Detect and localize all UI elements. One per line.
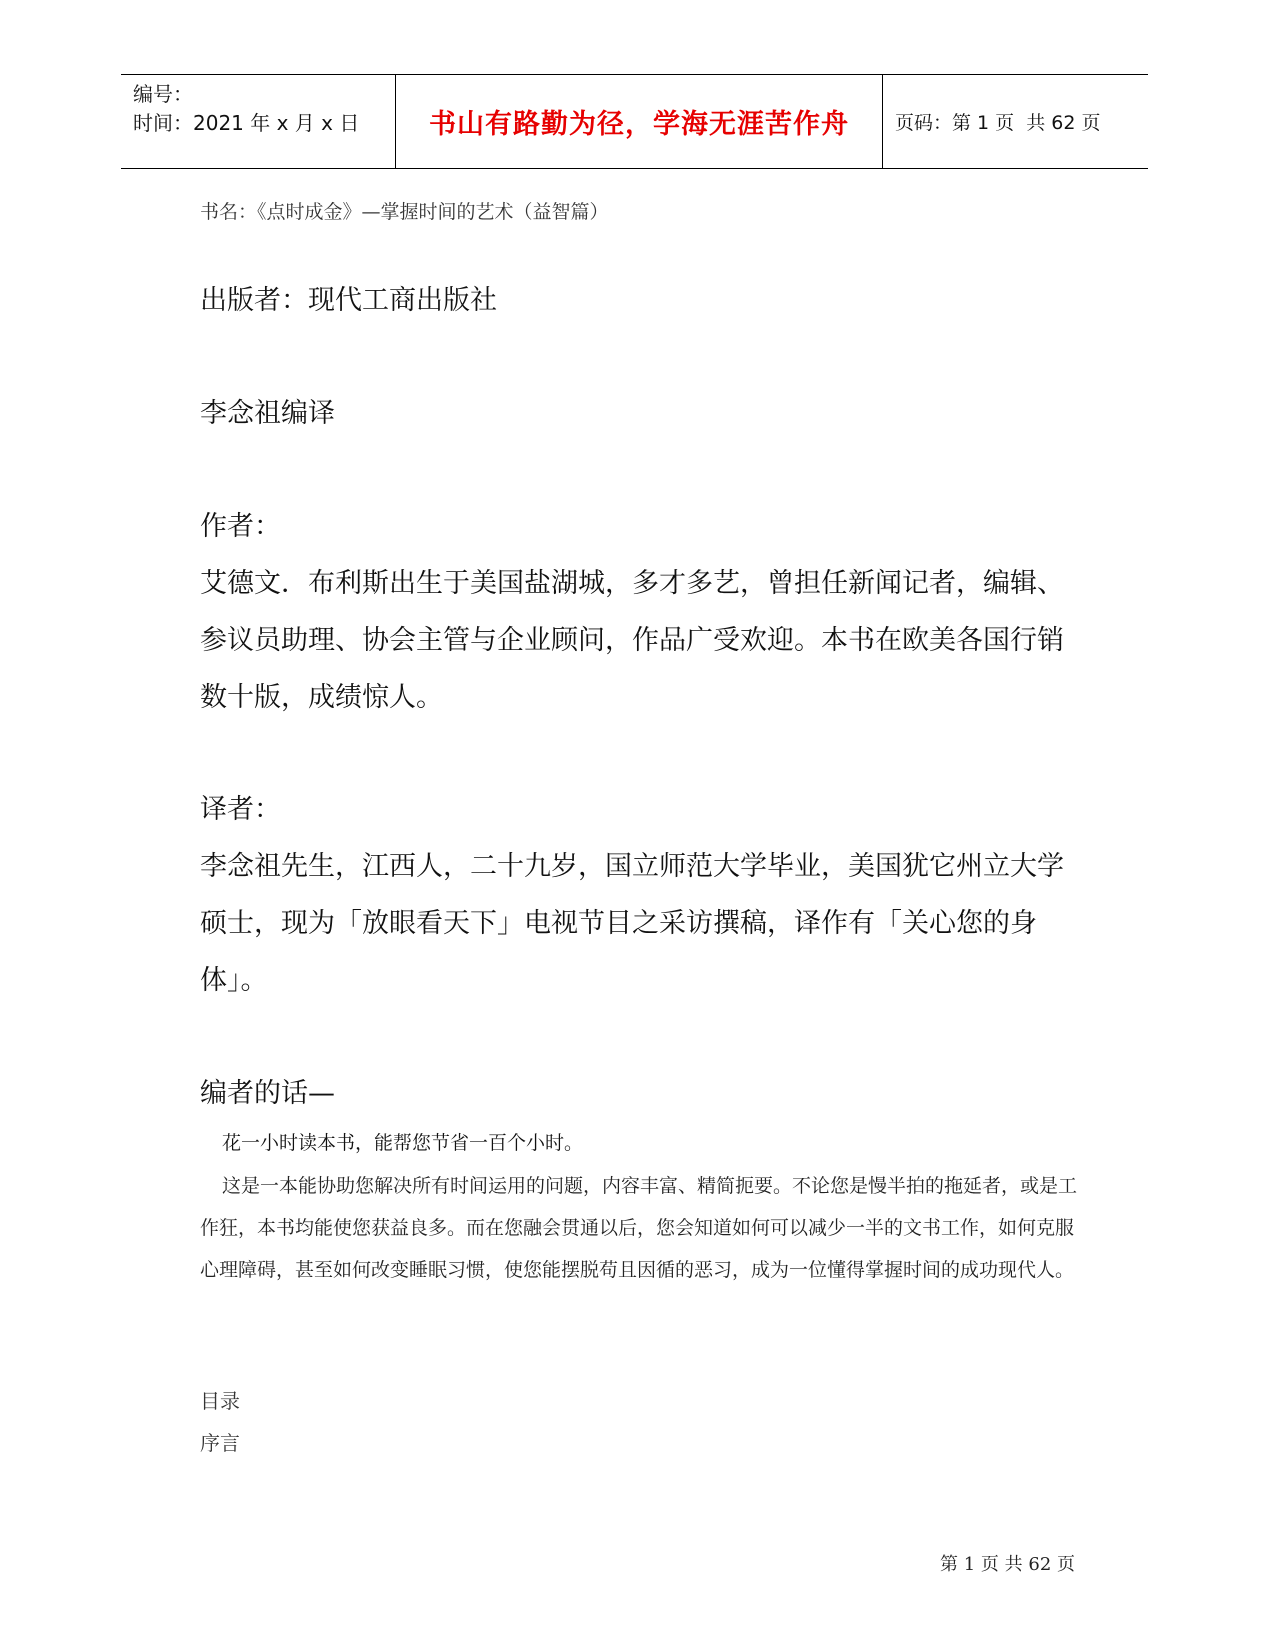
editor-note-heading: 编者的话—	[200, 1078, 335, 1109]
toc-heading: 目录	[200, 1389, 240, 1413]
page-footer: 第 1 页 共 62 页	[940, 1554, 1075, 1575]
publisher: 出版者：现代工商出版社	[200, 285, 497, 316]
document-date: 时间：2021 年 x 月 x 日	[133, 111, 360, 135]
editor-tagline: 花一小时读本书，能帮您节省一百个小时。	[222, 1132, 584, 1154]
book-title: 书名：《点时成金》—掌握时间的艺术（益智篇）	[200, 201, 609, 223]
translator-bio: 李念祖先生，江西人，二十九岁，国立师范大学毕业，美国犹它州立大学硕士，现为「放眼看天下」电视节目之采访撰稿，译作有「关心您的身体」。	[200, 851, 1064, 996]
translator-heading: 译者：	[200, 794, 281, 825]
author-bio: 艾德文．布利斯出生于美国盐湖城，多才多艺，曾担任新闻记者，编辑、参议员助理、协会主管与企业顾问，作品广受欢迎。本书在欧美各国行销数十版，成绩惊人。	[200, 568, 1064, 713]
translator-credit: 李念祖编译	[200, 398, 335, 429]
header-meta	[121, 75, 395, 168]
document-number-label: 编号：	[133, 82, 193, 106]
editor-paragraph: 这是一本能协助您解决所有时间运用的问题，内容丰富、精简扼要。不论您是慢半拍的拖延者，或是工作狂，本书均能使您获益良多。而在您融会贯通以后，您会知道如何可以减少一半的文书工作，如何克服心理障碍，甚至如何改变睡眠习惯，使您能摆脱苟且因循的恶习，成为一位懂得掌握时间的成功现代人。	[200, 1175, 1078, 1281]
table-of-contents	[200, 1380, 1080, 1464]
header-page-info	[883, 75, 1148, 168]
author-heading: 作者：	[200, 511, 281, 542]
page-header	[121, 74, 1148, 169]
header-motto: 书山有路勤为径，学海无涯苦作舟	[395, 75, 883, 168]
header-page-text: 页码：第 1 页 共 62 页	[895, 112, 1101, 134]
toc-item: 序言	[200, 1431, 240, 1455]
